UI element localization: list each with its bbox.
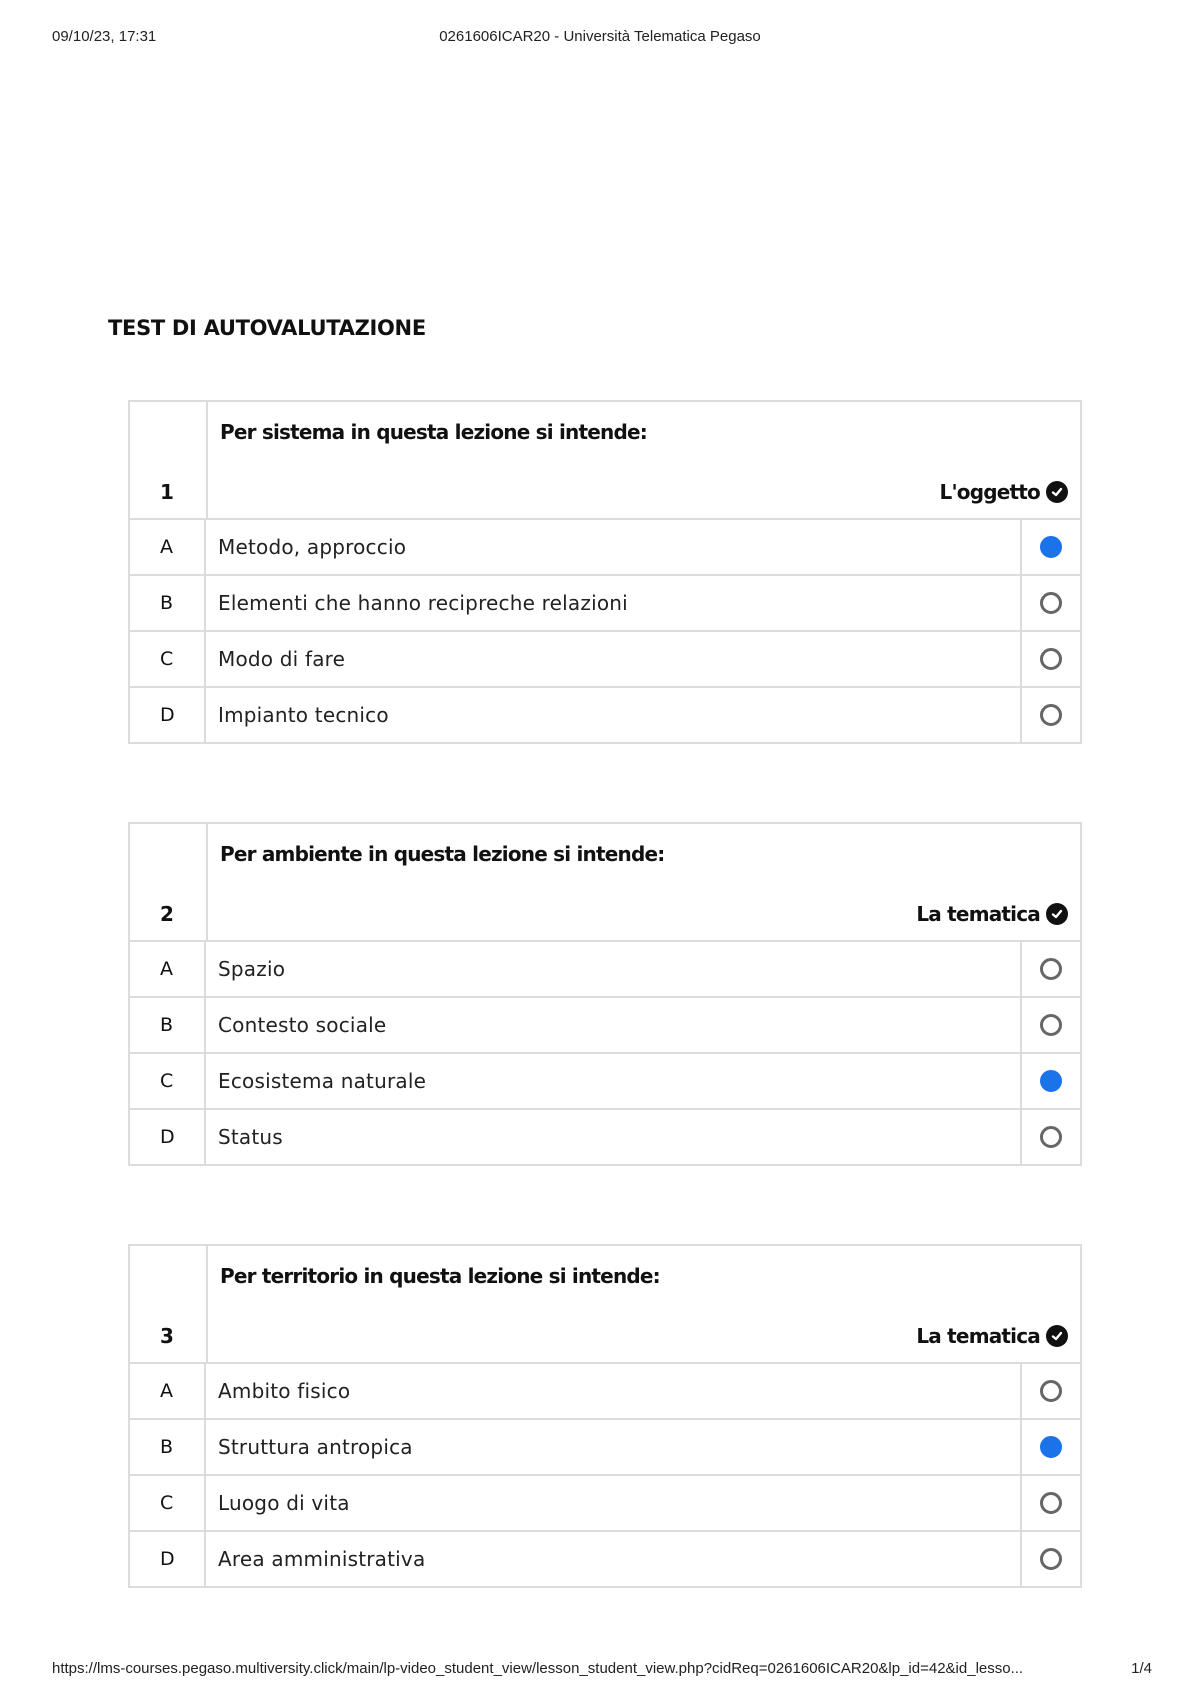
radio-icon[interactable]	[1040, 592, 1062, 614]
option-letter: B	[130, 576, 206, 630]
radio-icon[interactable]	[1040, 1380, 1062, 1402]
option-row[interactable]	[130, 1420, 1080, 1476]
option-text: Ambito fisico	[206, 1364, 1022, 1418]
question-text: Per ambiente in questa lezione si intende:	[220, 842, 665, 866]
option-letter: C	[130, 632, 206, 686]
check-circle-icon	[1046, 481, 1068, 503]
question-number-cell	[130, 402, 208, 518]
option-letter: C	[130, 1054, 206, 1108]
option-letter: D	[130, 1110, 206, 1164]
question-number-cell	[130, 824, 208, 940]
option-letter: A	[130, 520, 206, 574]
radio-icon[interactable]	[1040, 536, 1062, 558]
check-circle-icon	[1046, 1325, 1068, 1347]
radio-icon[interactable]	[1040, 1436, 1062, 1458]
print-title: 0261606ICAR20 - Università Telematica Pegaso	[439, 28, 761, 45]
option-row[interactable]	[130, 1476, 1080, 1532]
print-footer	[0, 1660, 1200, 1680]
option-letter: D	[130, 688, 206, 742]
option-radio-cell	[1022, 998, 1080, 1052]
page-number: 1/4	[1131, 1660, 1152, 1677]
option-letter: A	[130, 1364, 206, 1418]
option-text: Struttura antropica	[206, 1420, 1022, 1474]
option-radio-cell	[1022, 1476, 1080, 1530]
option-row[interactable]	[130, 942, 1080, 998]
option-letter: D	[130, 1532, 206, 1586]
option-letter: A	[130, 942, 206, 996]
option-radio-cell	[1022, 688, 1080, 742]
page-title: TEST DI AUTOVALUTAZIONE	[108, 316, 426, 340]
option-radio-cell	[1022, 1532, 1080, 1586]
option-radio-cell	[1022, 942, 1080, 996]
option-row[interactable]	[130, 1054, 1080, 1110]
option-letter: B	[130, 998, 206, 1052]
option-letter: C	[130, 1476, 206, 1530]
option-text: Metodo, approccio	[206, 520, 1022, 574]
option-row[interactable]	[130, 998, 1080, 1054]
option-radio-cell	[1022, 1110, 1080, 1164]
option-radio-cell	[1022, 632, 1080, 686]
option-row[interactable]	[130, 1532, 1080, 1586]
question-header	[130, 1246, 1080, 1364]
option-row[interactable]	[130, 632, 1080, 688]
option-row[interactable]	[130, 1364, 1080, 1420]
option-text: Spazio	[206, 942, 1022, 996]
question-block	[128, 822, 1082, 1166]
question-number-cell	[130, 1246, 208, 1362]
correct-answer	[916, 902, 1068, 926]
option-text: Ecosistema naturale	[206, 1054, 1022, 1108]
option-text: Elementi che hanno recipreche relazioni	[206, 576, 1022, 630]
question-number: 1	[160, 480, 174, 504]
option-radio-cell	[1022, 1054, 1080, 1108]
question-number: 2	[160, 902, 174, 926]
print-date: 09/10/23, 17:31	[52, 28, 157, 45]
correct-answer-label: La tematica	[916, 1324, 1040, 1348]
question-body	[208, 402, 1080, 518]
option-text: Status	[206, 1110, 1022, 1164]
question-block	[128, 1244, 1082, 1588]
option-radio-cell	[1022, 1420, 1080, 1474]
question-text: Per territorio in questa lezione si intende:	[220, 1264, 660, 1288]
question-block	[128, 400, 1082, 744]
question-number: 3	[160, 1324, 174, 1348]
radio-icon[interactable]	[1040, 958, 1062, 980]
question-body	[208, 1246, 1080, 1362]
option-text: Impianto tecnico	[206, 688, 1022, 742]
radio-icon[interactable]	[1040, 1126, 1062, 1148]
print-header	[0, 28, 1200, 48]
correct-answer	[940, 480, 1068, 504]
correct-answer-label: L'oggetto	[939, 480, 1040, 504]
option-text: Area amministrativa	[206, 1532, 1022, 1586]
option-row[interactable]	[130, 520, 1080, 576]
radio-icon[interactable]	[1040, 1548, 1062, 1570]
option-row[interactable]	[130, 576, 1080, 632]
option-text: Modo di fare	[206, 632, 1022, 686]
option-text: Contesto sociale	[206, 998, 1022, 1052]
question-header	[130, 824, 1080, 942]
radio-icon[interactable]	[1040, 1492, 1062, 1514]
correct-answer	[916, 1324, 1068, 1348]
option-radio-cell	[1022, 520, 1080, 574]
option-row[interactable]	[130, 1110, 1080, 1164]
check-circle-icon	[1046, 903, 1068, 925]
page-url[interactable]: https://lms-courses.pegaso.multiversity.click/main/lp-video_student_view/lesson_student_view.php?cidReq=0261606ICAR20&lp_id=42&id_lesso...	[52, 1660, 1024, 1677]
question-header	[130, 402, 1080, 520]
radio-icon[interactable]	[1040, 1014, 1062, 1036]
option-radio-cell	[1022, 1364, 1080, 1418]
question-body	[208, 824, 1080, 940]
radio-icon[interactable]	[1040, 704, 1062, 726]
option-letter: B	[130, 1420, 206, 1474]
option-text: Luogo di vita	[206, 1476, 1022, 1530]
question-text: Per sistema in questa lezione si intende:	[220, 420, 647, 444]
radio-icon[interactable]	[1040, 648, 1062, 670]
option-radio-cell	[1022, 576, 1080, 630]
radio-icon[interactable]	[1040, 1070, 1062, 1092]
correct-answer-label: La tematica	[916, 902, 1040, 926]
option-row[interactable]	[130, 688, 1080, 742]
